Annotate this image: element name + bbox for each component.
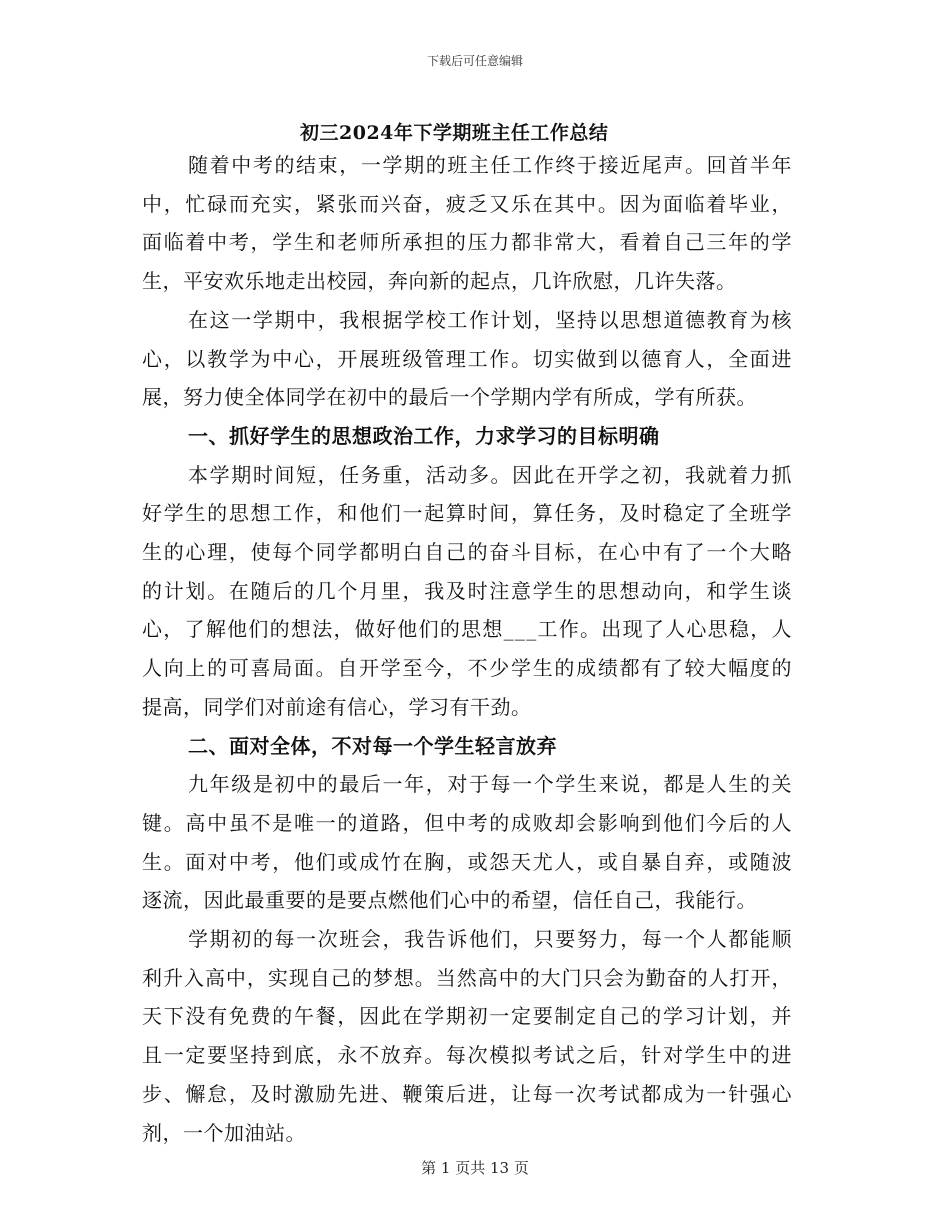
paragraph-line: 好学生的思想工作，和他们一起算时间，算任务，及时稳定了全班学 <box>142 501 794 526</box>
paragraph-line: 随着中考的结束，一学期的班主任工作终于接近尾声。回首半年 <box>188 153 794 177</box>
paragraph-line: 的计划。在随后的几个月里，我及时注意学生的思想动向，和学生谈 <box>142 578 794 603</box>
paragraph-line: 利升入高中，实现自己的梦想。当然高中的大门只会为勤奋的人打开， <box>142 965 793 990</box>
paragraph-line: 心，以教学为中心，开展班级管理工作。切实做到以德育人，全面进 <box>142 346 794 371</box>
paragraph-line: 本学期时间短，任务重，活动多。因此在开学之初，我就着力抓 <box>188 462 794 487</box>
paragraph-line: 心，了解他们的想法，做好他们的思想___工作。出现了人心思稳，人 <box>142 617 793 642</box>
paragraph-line: 人向上的可喜局面。自开学至今，不少学生的成绩都有了较大幅度的 <box>142 656 794 681</box>
paragraph-line: 键。高中虽不是唯一的道路，但中考的成败却会影响到他们今后的人 <box>142 810 794 835</box>
paragraph-line: 生。面对中考，他们或成竹在胸，或怨天尤人，或自暴自弃，或随波 <box>142 849 794 874</box>
paragraph-line: 生的心理，使每个同学都明白自己的奋斗目标，在心中有了一个大略 <box>142 540 794 564</box>
paragraph-line: 提高，同学们对前途有信心，学习有干劲。 <box>142 694 532 719</box>
paragraph-line: 学期初的每一次班会，我告诉他们，只要努力，每一个人都能顺 <box>188 927 794 951</box>
paragraph-line: 且一定要坚持到底，永不放弃。每次模拟考试之后，针对学生中的进 <box>142 1043 794 1068</box>
page-header: 下载后可任意编辑 <box>426 54 523 68</box>
paragraph-line: 生，平安欢乐地走出校园，奔向新的起点，几许欣慰，几许失落。 <box>142 269 737 294</box>
paragraph-line: 天下没有免费的午餐，因此在学期初一定要制定自己的学习计划，并 <box>142 1004 794 1029</box>
section-heading-text: 一、抓好学生的思想政治工作，力求学习的目标明确 <box>188 423 660 448</box>
document-title: 初三2024年下学期班主任工作总结 <box>300 122 609 144</box>
paragraph-line: 步、懈怠，及时激励先进、鞭策后进，让每一次考试都成为一针强心 <box>142 1081 794 1106</box>
paragraph-line: 逐流，因此最重要的是要点燃他们心中的希望，信任自己，我能行。 <box>142 888 757 913</box>
paragraph-line: 展，努力使全体同学在初中的最后一个学期内学有所成，学有所获。 <box>142 385 757 410</box>
paragraph-line: 面临着中考，学生和老师所承担的压力都非常大，看着自己三年的学 <box>142 230 794 255</box>
paragraph-line: 九年级是初中的最后一年，对于每一个学生来说，都是人生的关 <box>188 772 794 797</box>
page-footer: 第 1 页共 13 页 <box>421 1159 529 1177</box>
paragraph-line: 中，忙碌而充实，紧张而兴奋，疲乏又乐在其中。因为面临着毕业， <box>142 191 794 216</box>
paragraph-line: 在这一学期中，我根据学校工作计划，坚持以思想道德教育为核 <box>188 307 794 332</box>
section-heading-text: 二、面对全体，不对每一个学生轻言放弃 <box>188 733 557 758</box>
paragraph-line: 剂，一个加油站。 <box>142 1120 306 1145</box>
